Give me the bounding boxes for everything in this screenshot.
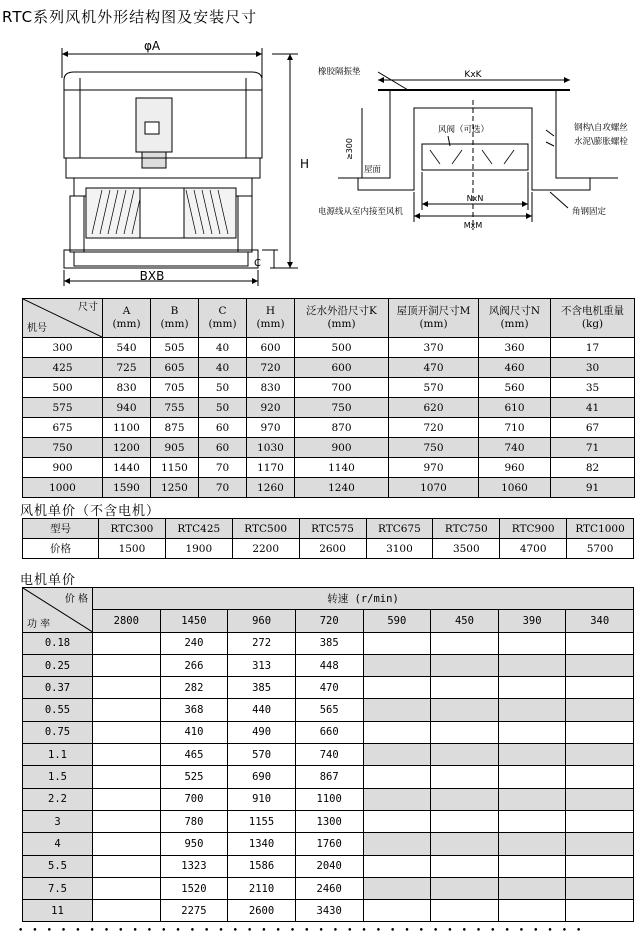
speed-cell: 590: [363, 610, 431, 632]
table-cell: 370: [389, 338, 479, 358]
table-cell: 1070: [389, 478, 479, 498]
price-cell: [363, 877, 431, 899]
table-cell: 470: [389, 358, 479, 378]
column-header-unit: (mm): [112, 318, 141, 330]
price-cell: 2275: [160, 900, 228, 922]
table-cell: 575: [23, 398, 103, 418]
table-cell: 82: [551, 458, 635, 478]
price-cell: 1323: [160, 855, 228, 877]
price-cell: 1300: [295, 810, 363, 832]
power-cell: 1.5: [23, 766, 93, 788]
fan-price-table: [22, 518, 634, 559]
price-cell: [93, 677, 161, 699]
speed-cell: 2800: [93, 610, 161, 632]
table-cell: 700: [295, 378, 389, 398]
price-cell: [93, 699, 161, 721]
table-cell: 600: [295, 358, 389, 378]
price-cell: [93, 833, 161, 855]
model-cell: RTC900: [500, 519, 567, 539]
price-cell: 2600: [228, 900, 296, 922]
table-cell: 600: [247, 338, 295, 358]
table-cell: 50: [199, 398, 247, 418]
price-cell: [498, 654, 566, 676]
price-cell: [431, 632, 499, 654]
column-header-title: C: [218, 305, 227, 317]
table-cell: 920: [247, 398, 295, 418]
label-C: C: [254, 258, 261, 269]
installation-drawing: [318, 60, 642, 236]
column-header: [247, 299, 295, 338]
table-cell: 900: [23, 458, 103, 478]
column-header-title: B: [170, 305, 179, 317]
price-cell: [431, 766, 499, 788]
label-300: ≥300: [345, 138, 354, 160]
price-cell: 1586: [228, 855, 296, 877]
table-cell: 875: [151, 418, 199, 438]
table-cell: 560: [479, 378, 551, 398]
price-cell: 448: [295, 654, 363, 676]
table-row: [23, 358, 635, 378]
price-cell: 4700: [500, 539, 567, 559]
table-cell: 755: [151, 398, 199, 418]
power-cell: 5.5: [23, 855, 93, 877]
table-cell: 605: [151, 358, 199, 378]
price-cell: [566, 788, 634, 810]
price-cell: [498, 721, 566, 743]
price-cell: 690: [228, 766, 296, 788]
price-cell: 313: [228, 654, 296, 676]
price-cell: [363, 721, 431, 743]
power-cell: 0.25: [23, 654, 93, 676]
model-cell: RTC1000: [567, 519, 634, 539]
table-cell: 610: [479, 398, 551, 418]
page-title: RTC系列风机外形结构图及安装尺寸: [2, 8, 258, 26]
column-header-unit: (kg): [581, 318, 604, 330]
speed-title-row: [23, 588, 634, 610]
table-row: [23, 632, 634, 654]
price-cell: 2460: [295, 877, 363, 899]
label-damper: 风阀（可选）: [438, 125, 490, 135]
price-cell: [498, 632, 566, 654]
table-cell: 710: [479, 418, 551, 438]
column-header: [551, 299, 635, 338]
table-cell: 1170: [247, 458, 295, 478]
fan-price-section-title: 风机单价（不含电机）: [20, 504, 161, 519]
power-cell: 2.2: [23, 788, 93, 810]
speed-cell: 390: [498, 610, 566, 632]
price-cell: 385: [228, 677, 296, 699]
price-cell: [431, 833, 499, 855]
table-row: [23, 788, 634, 810]
price-cell: 490: [228, 721, 296, 743]
table-row: [23, 900, 634, 922]
row-label: 型号: [23, 519, 99, 539]
column-header: [199, 299, 247, 338]
price-cell: [566, 855, 634, 877]
label-MxM: MxM: [463, 221, 483, 230]
fan-base: [64, 250, 258, 268]
column-header-unit: (mm): [327, 318, 356, 330]
column-header-title: 屋顶开洞尺寸M: [396, 305, 471, 317]
speed-cell: 720: [295, 610, 363, 632]
price-cell: [363, 632, 431, 654]
price-cell: 2600: [299, 539, 366, 559]
price-cell: 410: [160, 721, 228, 743]
price-cell: 240: [160, 632, 228, 654]
table-cell: 40: [199, 358, 247, 378]
price-cell: 368: [160, 699, 228, 721]
table-cell: 960: [479, 458, 551, 478]
price-cell: [431, 721, 499, 743]
price-cell: [431, 654, 499, 676]
price-cell: [93, 744, 161, 766]
price-cell: [431, 677, 499, 699]
price-cell: [498, 766, 566, 788]
table-cell: 750: [389, 438, 479, 458]
table-cell: 70: [199, 458, 247, 478]
model-cell: RTC575: [299, 519, 366, 539]
table-cell: 360: [479, 338, 551, 358]
table-cell: 870: [295, 418, 389, 438]
table-cell: 1060: [479, 478, 551, 498]
speed-cell: 340: [566, 610, 634, 632]
table-cell: 750: [23, 438, 103, 458]
price-cell: [93, 900, 161, 922]
table-row: [23, 478, 635, 498]
column-header-unit: (mm): [500, 318, 529, 330]
table-row: [23, 699, 634, 721]
label-BXB: BXB: [139, 269, 165, 283]
corner-bottom-label: 功 率: [27, 618, 51, 630]
price-cell: [566, 699, 634, 721]
price-cell: [431, 900, 499, 922]
table-cell: 500: [23, 378, 103, 398]
table-row: [23, 855, 634, 877]
table-cell: 705: [151, 378, 199, 398]
price-cell: [93, 654, 161, 676]
table-cell: 900: [295, 438, 389, 458]
label-cable: 电源线从室内接至风机: [318, 207, 404, 217]
price-cell: 570: [228, 744, 296, 766]
column-header: [103, 299, 151, 338]
bottom-dots: ••••••••••••••••••••••••••••••••••••••••: [18, 926, 591, 936]
power-cell: 4: [23, 833, 93, 855]
corner-cell: [23, 588, 93, 633]
table-cell: 1100: [103, 418, 151, 438]
table-cell: 60: [199, 438, 247, 458]
price-cell: [498, 788, 566, 810]
table-cell: 1590: [103, 478, 151, 498]
power-cell: 1.1: [23, 744, 93, 766]
power-cell: 0.55: [23, 699, 93, 721]
table-cell: 60: [199, 418, 247, 438]
table-cell: 970: [247, 418, 295, 438]
corner-top-label: 尺寸: [78, 302, 98, 313]
price-cell: 565: [295, 699, 363, 721]
model-row: [23, 519, 634, 539]
price-cell: [93, 766, 161, 788]
table-row: [23, 438, 635, 458]
label-steel: 钢构\自攻螺丝: [574, 123, 628, 133]
table-cell: 500: [295, 338, 389, 358]
label-rubber-pad: 橡胶隔振垫: [318, 67, 361, 77]
table-cell: 505: [151, 338, 199, 358]
price-cell: [93, 721, 161, 743]
table-cell: 540: [103, 338, 151, 358]
label-roof: 屋面: [364, 165, 382, 175]
price-cell: 950: [160, 833, 228, 855]
price-cell: 440: [228, 699, 296, 721]
price-cell: [498, 877, 566, 899]
price-cell: 910: [228, 788, 296, 810]
table-row: [23, 654, 634, 676]
fan-outline-drawing: [40, 38, 310, 290]
price-cell: 867: [295, 766, 363, 788]
table-cell: 830: [103, 378, 151, 398]
table-cell: 300: [23, 338, 103, 358]
model-cell: RTC425: [165, 519, 232, 539]
price-cell: [566, 810, 634, 832]
power-cell: 11: [23, 900, 93, 922]
table-cell: 40: [199, 338, 247, 358]
label-phiA: φA: [143, 39, 161, 53]
price-cell: [431, 744, 499, 766]
price-row: [23, 539, 634, 559]
price-cell: [363, 677, 431, 699]
table-cell: 71: [551, 438, 635, 458]
table-row: [23, 810, 634, 832]
price-cell: [431, 877, 499, 899]
table-cell: 1030: [247, 438, 295, 458]
table-cell: 905: [151, 438, 199, 458]
price-cell: [363, 900, 431, 922]
model-cell: RTC300: [99, 519, 166, 539]
header-row: [23, 299, 635, 338]
price-cell: [363, 766, 431, 788]
price-cell: [93, 810, 161, 832]
table-cell: 30: [551, 358, 635, 378]
price-cell: 1155: [228, 810, 296, 832]
price-cell: [566, 744, 634, 766]
label-KxK: KxK: [464, 70, 482, 80]
table-row: [23, 677, 634, 699]
table-cell: 725: [103, 358, 151, 378]
price-cell: 1340: [228, 833, 296, 855]
price-cell: [363, 744, 431, 766]
table-row: [23, 721, 634, 743]
price-cell: [431, 855, 499, 877]
table-cell: 50: [199, 378, 247, 398]
price-cell: 385: [295, 632, 363, 654]
table-cell: 1140: [295, 458, 389, 478]
table-cell: 35: [551, 378, 635, 398]
table-cell: 720: [247, 358, 295, 378]
table-cell: 720: [389, 418, 479, 438]
price-cell: [363, 654, 431, 676]
price-cell: [93, 632, 161, 654]
price-cell: [93, 788, 161, 810]
table-cell: 570: [389, 378, 479, 398]
price-cell: 1500: [99, 539, 166, 559]
price-cell: 2040: [295, 855, 363, 877]
price-cell: [93, 877, 161, 899]
price-cell: 740: [295, 744, 363, 766]
column-header-title: A: [122, 305, 131, 317]
price-cell: 2200: [232, 539, 299, 559]
table-cell: 1240: [295, 478, 389, 498]
column-header-unit: (mm): [256, 318, 285, 330]
speed-cell: 450: [431, 610, 499, 632]
table-cell: 740: [479, 438, 551, 458]
table-cell: 940: [103, 398, 151, 418]
price-cell: 3100: [366, 539, 433, 559]
price-cell: 5700: [567, 539, 634, 559]
table-cell: 91: [551, 478, 635, 498]
price-cell: [498, 833, 566, 855]
power-cell: 0.18: [23, 632, 93, 654]
table-cell: 830: [247, 378, 295, 398]
power-cell: 7.5: [23, 877, 93, 899]
column-header-title: H: [265, 305, 276, 317]
speed-cell: 960: [228, 610, 296, 632]
power-cell: 0.75: [23, 721, 93, 743]
price-cell: [363, 833, 431, 855]
price-cell: [566, 877, 634, 899]
power-cell: 3: [23, 810, 93, 832]
table-cell: 1000: [23, 478, 103, 498]
label-concrete: 水泥\膨胀螺栓: [574, 137, 628, 147]
price-cell: 780: [160, 810, 228, 832]
model-cell: RTC675: [366, 519, 433, 539]
price-cell: [431, 788, 499, 810]
price-cell: 1900: [165, 539, 232, 559]
price-cell: 700: [160, 788, 228, 810]
price-cell: 470: [295, 677, 363, 699]
model-cell: RTC500: [232, 519, 299, 539]
price-cell: [498, 900, 566, 922]
column-header-title: 泛水外沿尺寸K: [306, 305, 377, 317]
price-cell: [363, 810, 431, 832]
table-row: [23, 458, 635, 478]
table-cell: 750: [295, 398, 389, 418]
table-cell: 1260: [247, 478, 295, 498]
price-cell: [431, 810, 499, 832]
price-cell: 1520: [160, 877, 228, 899]
price-cell: [566, 721, 634, 743]
price-cell: 272: [228, 632, 296, 654]
corner-cell: [23, 299, 103, 338]
price-cell: 3500: [433, 539, 500, 559]
table-cell: 425: [23, 358, 103, 378]
column-header-title: 风阀尺寸N: [488, 305, 541, 317]
model-cell: RTC750: [433, 519, 500, 539]
price-cell: 1760: [295, 833, 363, 855]
table-cell: 70: [199, 478, 247, 498]
power-cell: 0.37: [23, 677, 93, 699]
price-cell: [566, 833, 634, 855]
corner-bottom-label: 机号: [27, 323, 47, 334]
table-cell: 1150: [151, 458, 199, 478]
price-cell: [498, 810, 566, 832]
price-cell: [363, 699, 431, 721]
curb: [358, 90, 590, 190]
price-cell: [498, 677, 566, 699]
table-row: [23, 833, 634, 855]
table-cell: 1200: [103, 438, 151, 458]
table-cell: 41: [551, 398, 635, 418]
price-cell: [498, 699, 566, 721]
price-cell: 3430: [295, 900, 363, 922]
damper: [422, 144, 528, 170]
column-header: [389, 299, 479, 338]
label-NxN: NxN: [466, 194, 484, 203]
price-cell: 660: [295, 721, 363, 743]
price-cell: [93, 855, 161, 877]
table-row: [23, 378, 635, 398]
table-cell: 67: [551, 418, 635, 438]
column-header-unit: (mm): [419, 318, 448, 330]
price-cell: 282: [160, 677, 228, 699]
price-cell: 1100: [295, 788, 363, 810]
row-label: 价格: [23, 539, 99, 559]
column-header: [479, 299, 551, 338]
table-cell: 1250: [151, 478, 199, 498]
price-cell: [566, 766, 634, 788]
price-cell: [566, 900, 634, 922]
price-cell: [498, 744, 566, 766]
price-cell: [566, 677, 634, 699]
table-row: [23, 766, 634, 788]
column-header-unit: (mm): [208, 318, 237, 330]
motor-price-table: [22, 587, 634, 922]
price-cell: 266: [160, 654, 228, 676]
table-row: [23, 418, 635, 438]
price-cell: [566, 654, 634, 676]
column-header: [295, 299, 389, 338]
column-header-title: 不含电机重量: [561, 305, 624, 317]
price-cell: 525: [160, 766, 228, 788]
column-header: [151, 299, 199, 338]
price-cell: [566, 632, 634, 654]
table-cell: 970: [389, 458, 479, 478]
table-row: [23, 877, 634, 899]
table-row: [23, 338, 635, 358]
speed-label: 转速 (r/min): [93, 588, 634, 610]
price-cell: 465: [160, 744, 228, 766]
table-row: [23, 744, 634, 766]
table-cell: 17: [551, 338, 635, 358]
table-cell: 1440: [103, 458, 151, 478]
table-cell: 675: [23, 418, 103, 438]
dimension-table: [22, 298, 635, 498]
price-cell: [431, 699, 499, 721]
price-cell: [363, 788, 431, 810]
table-cell: 620: [389, 398, 479, 418]
column-header-unit: (mm): [160, 318, 189, 330]
price-cell: 2110: [228, 877, 296, 899]
price-cell: [498, 855, 566, 877]
table-row: [23, 398, 635, 418]
speed-row: [23, 610, 634, 632]
label-H: H: [300, 157, 310, 171]
label-angle: 角钢固定: [572, 207, 607, 217]
speed-cell: 1450: [160, 610, 228, 632]
table-cell: 460: [479, 358, 551, 378]
price-cell: [363, 855, 431, 877]
corner-top-label: 价 格: [64, 594, 88, 605]
motor-price-section-title: 电机单价: [20, 573, 77, 588]
